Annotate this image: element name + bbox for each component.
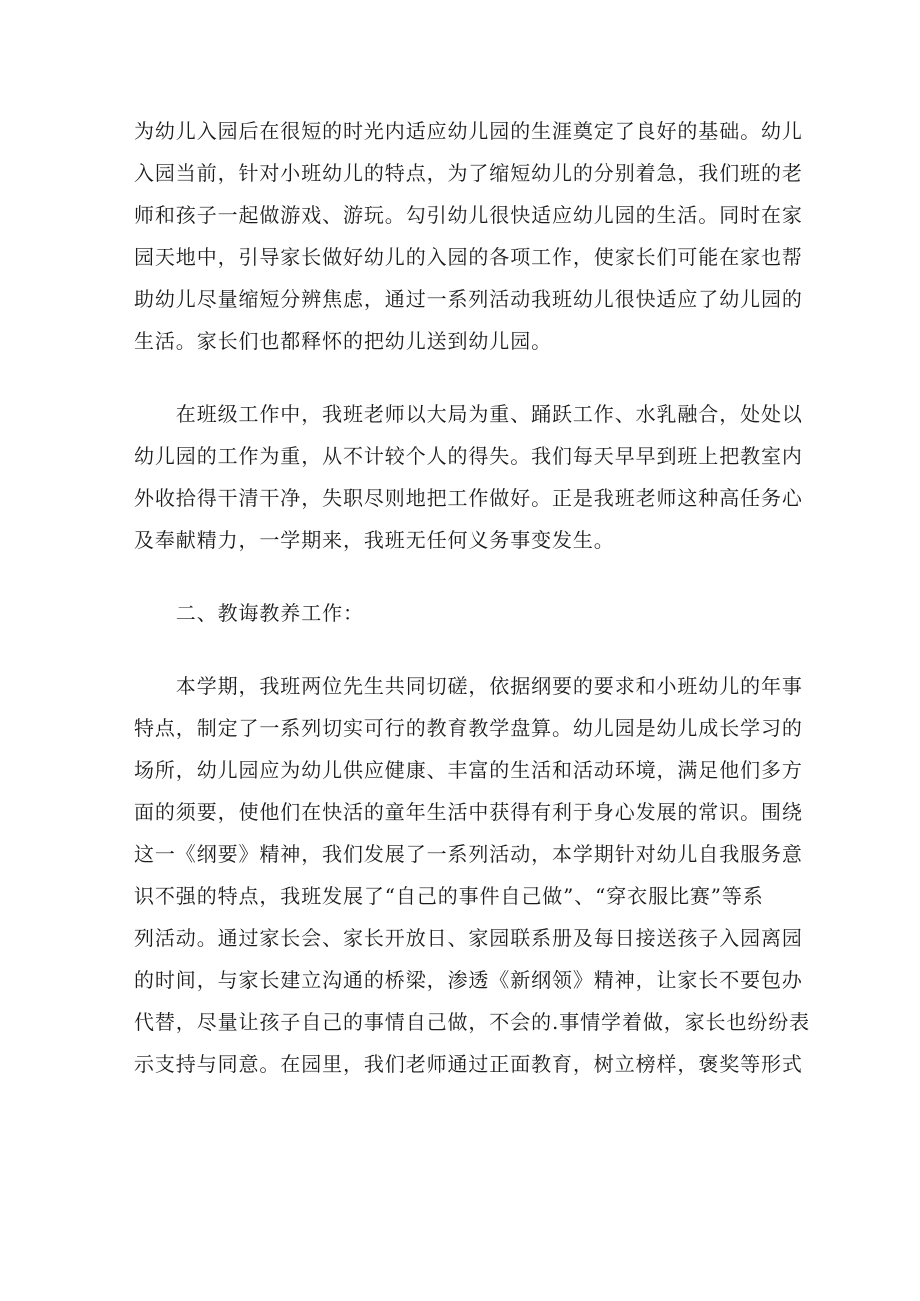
text-line: 本学期，我班两位先生共同切磋，依据纲要的要求和小班幼儿的年事	[134, 674, 803, 698]
paragraph-gap	[134, 362, 786, 393]
text-line: 在班级工作中，我班老师以大局为重、踊跃工作、水乳融合，处处以	[134, 402, 803, 426]
text-line: 列活动。通过家长会、家长开放日、家园联系册及每日接送孩子入园离园	[134, 926, 803, 950]
text-line: 为幼儿入园后在很短的时光内适应幼儿园的生涯奠定了良好的基础。幼儿	[134, 119, 803, 143]
text-line: 代替，尽量让孩子自己的事情自己做，不会的.事情学着做，家长也纷纷表	[134, 1010, 811, 1034]
text-line: 这一《纲要》精神，我们发展了一系列活动，本学期针对幼儿自我服务意	[134, 842, 803, 866]
text-line: 示支持与同意。在园里，我们老师通过正面教育，树立榜样，褒奖等形式	[134, 1052, 803, 1076]
text-line: 的时间，与家长建立沟通的桥梁，渗透《新纲领》精神，让家长不要包办	[134, 968, 803, 992]
text-line: 师和孩子一起做游戏、游玩。勾引幼儿很快适应幼儿园的生活。同时在家	[134, 203, 803, 227]
text-line: 助幼儿尽量缩短分辨焦虑，通过一系列活动我班幼儿很快适应了幼儿园的	[134, 287, 803, 311]
text-line: 生活。家长们也都释怀的把幼儿送到幼儿园。	[134, 329, 552, 353]
text-line: 幼儿园的工作为重，从不计较个人的得失。我们每天早早到班上把教室内	[134, 444, 803, 468]
text-line: 识不强的特点，我班发展了“自己的事件自己做”、“穿衣服比赛”等系	[134, 884, 764, 908]
paragraph-1	[134, 110, 803, 362]
text-line: 特点，制定了一系列切实可行的教育教学盘算。幼儿园是幼儿成长学习的	[134, 716, 803, 740]
paragraph-gap	[134, 561, 786, 592]
text-line: 及奉献精力，一学期来，我班无任何义务事变发生。	[134, 528, 615, 552]
heading-line: 二、教诲教养工作：	[134, 601, 364, 625]
text-line: 外收拾得干清干净，失职尽则地把工作做好。正是我班老师这种高任务心	[134, 486, 803, 510]
section-heading	[134, 592, 786, 634]
paragraph-3	[134, 665, 811, 1085]
text-line: 面的须要，使他们在快活的童年生活中获得有利于身心发展的常识。围绕	[134, 800, 803, 824]
paragraph-2	[134, 393, 803, 561]
text-line: 入园当前，针对小班幼儿的特点，为了缩短幼儿的分别着急，我们班的老	[134, 161, 803, 185]
text-line: 园天地中，引导家长做好幼儿的入园的各项工作，使家长们可能在家也帮	[134, 245, 803, 269]
text-line: 场所，幼儿园应为幼儿供应健康、丰富的生活和活动环境，满足他们多方	[134, 758, 803, 782]
paragraph-gap	[134, 634, 786, 665]
document-page	[134, 110, 811, 1085]
